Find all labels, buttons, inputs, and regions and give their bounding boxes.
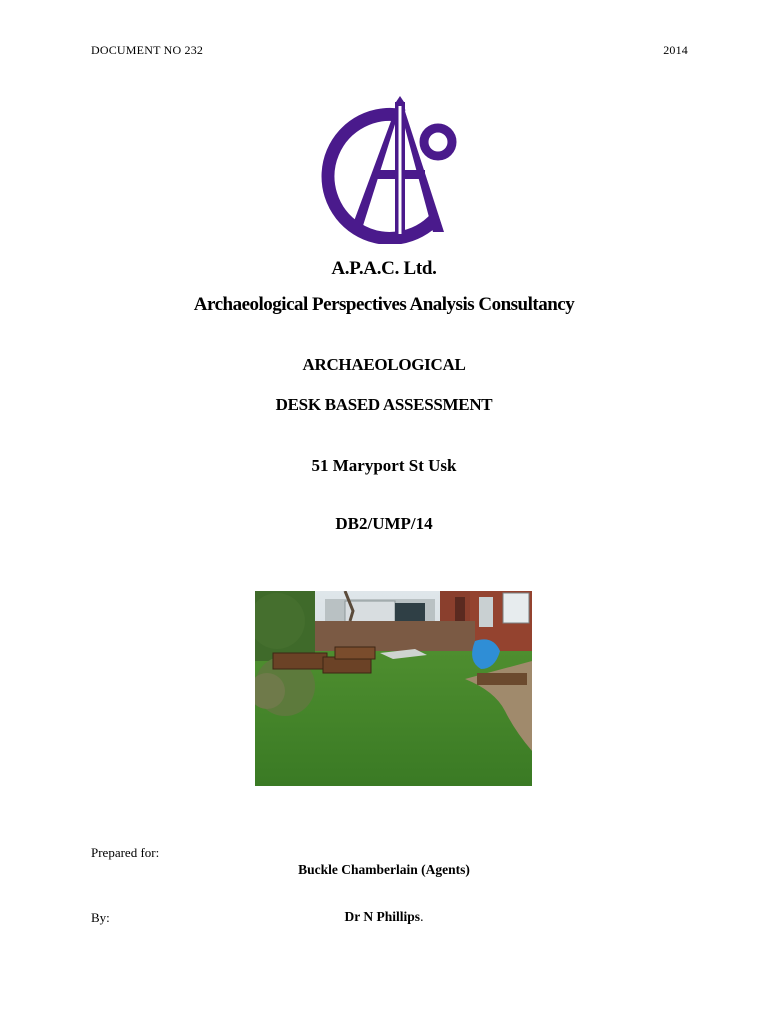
author-name	[0, 909, 768, 925]
company-full-name: Archaeological Perspectives Analysis Consultancy	[193, 294, 575, 315]
company-name: A.P.A.C. Ltd.	[331, 258, 437, 279]
site-photo	[255, 591, 532, 786]
client-name: Buckle Chamberlain (Agents)	[298, 862, 470, 877]
report-type-line2: DESK BASED ASSESSMENT	[275, 395, 493, 414]
apac-logo-icon	[320, 92, 462, 244]
author-name-text: Dr N Phillips	[344, 909, 421, 924]
prepared-for-label: Prepared for:	[91, 845, 160, 860]
report-reference: DB2/UMP/14	[335, 514, 433, 533]
prepared-by-label: By:	[91, 910, 110, 925]
report-type-line1: ARCHAEOLOGICAL	[302, 355, 466, 374]
document-number: DOCUMENT NO 232	[91, 43, 204, 57]
author-suffix: .	[420, 909, 424, 924]
document-year: 2014	[663, 43, 688, 57]
site-address: 51 Maryport St Usk	[311, 456, 457, 475]
